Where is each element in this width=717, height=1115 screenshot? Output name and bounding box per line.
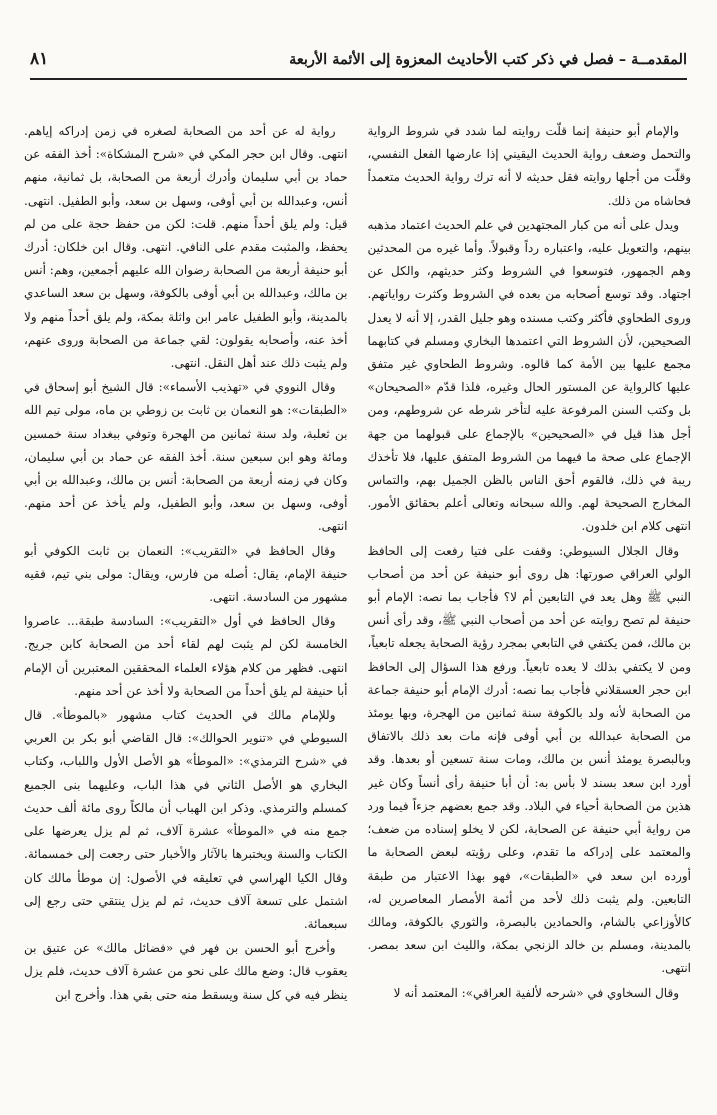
paragraph: وللإمام مالك في الحديث كتاب مشهور «بالموطأ». قال السيوطي في «تنوير الحوالك»: قال القاضي أبو بكر بن العربي في «شرح الترمذي»: «الموطأ» هو الأصل الأول واللباب، وكتاب البخاري هو الأصل الثاني في هذا الباب، وعليهما بنى الجميع كمسلم والترمذي. وذكر ابن الهباب أن مالكاً روى مائة ألف حديث جمع منه في «الموطأ» عشرة آلاف، ثم لم يزل يعرضها على الكتاب والسنة ويختبرها بالآثار والأخبار حتى رجعت إلى خمسمائة. وقال الكيا الهراسي في تعليقه في الأصول: إن موطأ مالك كان اشتمل على تسعة آلاف حديث، ثم لم يزل ينتقي حتى رجع إلى سبعمائة. <box>24 708 348 931</box>
header-title: المقدمــة – فصل في ذكر كتب الأحاديث المعزوة إلى الأئمة الأربعة <box>289 50 687 68</box>
paragraph: وقال السخاوي في «شرحه لألفية العراقي»: المعتمد أنه لا <box>393 985 679 1000</box>
paragraph: وقال الحافظ في أول «التقريب»: السادسة طبقة... عاصروا الخامسة لكن لم يثبت لهم لقاء أحد من الصحابة كابن جريج. انتهى. فظهر من كلام هؤلاء العلماء المحققين المعتبرين أن الإمام أبا حنيفة لم يلق أحداً من الصحابة ولا أخذ عن أحد منهم. <box>24 614 348 698</box>
paragraph: وقال الحافظ في «التقريب»: النعمان بن ثابت الكوفي أبو حنيفة الإمام، يقال: أصله من فارس، ويقال: مولى بني تيم، فقيه مشهور من السادسة. انتهى. <box>24 543 348 605</box>
paragraph: وأخرج أبو الحسن بن فهر في «فضائل مالك» عن عتيق بن يعقوب قال: وضع مالك على نحو من عشرة آلاف حديث، فلم يزل ينظر فيه في كل سنة ويسقط منه حتى بقي هذا. وأخرج ابن <box>24 941 348 1002</box>
paragraph: وقال النووي في «تهذيب الأسماء»: قال الشيخ أبو إسحاق في «الطبقات»: هو النعمان بن ثابت بن زوطي بن ماه، مولى تيم الله بن ثعلبة، ولد سنة ثمانين من الهجرة وتوفي ببغداد سنة خمسين ومائة وهو ابن سبعين سنة. أخذ الفقه عن حماد بن أبي سليمان، وكان في زمنه أربعة من الصحابة: أنس بن مالك، وعبدالله بن أبي أوفى، وسهل بن سعد، وأبو الطفيل، ولم يأخذ عن أحد منهم. انتهى. <box>24 380 348 534</box>
paragraph: والإمام أبو حنيفة إنما قلّت روايته لما شدد في شروط الرواية والتحمل وضعف رواية الحديث اليقيني إذا عارضها الفعل النفسي، وقلّت من أجلها روايته فقل حديثه لا أنه ترك رواية الحديث متعمداً فحاشاه من ذلك. <box>367 124 691 208</box>
paragraph: رواية له عن أحد من الصحابة لصغره في زمن إدراكه إياهم. انتهى. وقال ابن حجر المكي في «شرح المشكاة»: أخذ الفقه عن حماد بن أبي سليمان وأدرك أربعة من الصحابة، بل ثمانية، منهم أنس، وعبدالله بن أبي أوفى، وسهل بن سعد، وأبو الطفيل. انتهى. قيل: ولم يلق أحداً منهم. قلت: لكن من حفظ حجة على من لم يحفظ، والمثبت مقدم على النافي. انتهى. وقال ابن خلكان: أدرك أبو حنيفة أربعة من الصحابة رضوان الله عليهم أجمعين، وهم: أنس بن مالك، وعبدالله بن أبي أوفى بالكوفة، وسهل بن سعد الساعدي بالمدينة، وأبو الطفيل عامر ابن واثلة بمكة، ولم يلق أحداً منهم ولا أخذ عنه، وأصحابه يقولون: لقي جماعة من الصحابة وروى عنهم، ولم يثبت ذلك عند أهل النقل. انتهى. <box>24 124 348 371</box>
page-number: ٨١ <box>30 49 49 69</box>
paragraph: وقال الجلال السيوطي: وقفت على فتيا رفعت إلى الحافظ الولي العراقي صورتها: هل روى أبو حنيفة عن أحد من أصحاب النبي ﷺ وهل يعد في التابعين أم لا؟ فأجاب بما نصه: الإمام أبو حنيفة لم تصح روايته عن أحد من أصحاب النبي ﷺ، وقد رأى أنس بن مالك، فمن يكتفي في التابعي بمجرد رؤية الصحابة يجعله تابعياً، ومن لا يكتفي بذلك لا يعده تابعياً. ورفع هذا السؤال إلى الحافظ ابن حجر العسقلاني فأجاب بما نصه: أدرك الإمام أبو حنيفة جماعة من الصحابة لأنه ولد بالكوفة سنة ثمانين من الهجرة، وبها يومئذ من الصحابة عبدالله بن أبي أوفى فإنه مات بعد ذلك بالاتفاق وبالبصرة يومئذ أنس بن مالك، ومات سنة تسعين أو بعدها. وقد أورد ابن سعد بسند لا بأس به: أن أبا حنيفة رأى أنساً وكان غير هذين من الصحابة أحياء في البلاد. وقد جمع بعضهم جزءاً فيما ورد من رواية أبي حنيفة عن الصحابة، لكن لا يخلو إسناده من ضعف؛ والمعتمد على إدراكه ما تقدم، وعلى رؤيته لبعض الصحابة ما أورده ابن سعد في «الطبقات»، فهو بهذا الاعتبار من طبقة التابعين. ولم يثبت ذلك لأحد من أئمة الأمصار المعاصرين له، كالأوزاعي بالشام، والحمادين بالبصرة، والثوري بالكوفة، ومالك بالمدينة، ومسلم بن خالد الزنجي بمكة، والليث ابن سعد بمصر. انتهى. <box>367 543 691 976</box>
right-column <box>368 120 692 1109</box>
paragraph: ويدل على أنه من كبار المجتهدين في علم الحديث اعتماد مذهبه بينهم، والتعويل عليه، واعتباره رداً وقبولاً. وأما غيره من المحدثين وهم الجمهور، فتوسعوا في الشروط وكثر حديثهم، والكل عن اجتهاد. وقد توسع أصحابه من بعده في الشروط وكثرت رواياتهم. وروى الطحاوي فأكثر وكتب مسنده وهو جليل القدر، إلا أنه لا يعدل الصحيحين، لأن الشروط التي اعتمدها البخاري ومسلم في كتابهما مجمع عليها بين الأمة كما قالوه. وشروط الطحاوي غير متفق عليها كالرواية عن المستور الحال وغيره، فلذا قدّم «الصحيحان» بل وكتب السنن المرفوعة عليه لتأخر شرطه عن شروطهم، ومن أجل هذا قيل في «الصحيحين» بالإجماع على قبولهما من جهة الإجماع على صحة ما فيهما من الشروط المتفق عليها، فلا تأخذك ريبة في ذلك، فالقوم أحق الناس بالظن الجميل بهم، والتماس المخارج الصحيحة لهم. والله سبحانه وتعالى أعلم بحقائق الأمور. انتهى كلام ابن خلدون. <box>367 217 691 534</box>
text-columns <box>24 120 691 1109</box>
header-rule <box>30 78 687 80</box>
left-column <box>24 120 348 1109</box>
running-header <box>30 44 687 74</box>
